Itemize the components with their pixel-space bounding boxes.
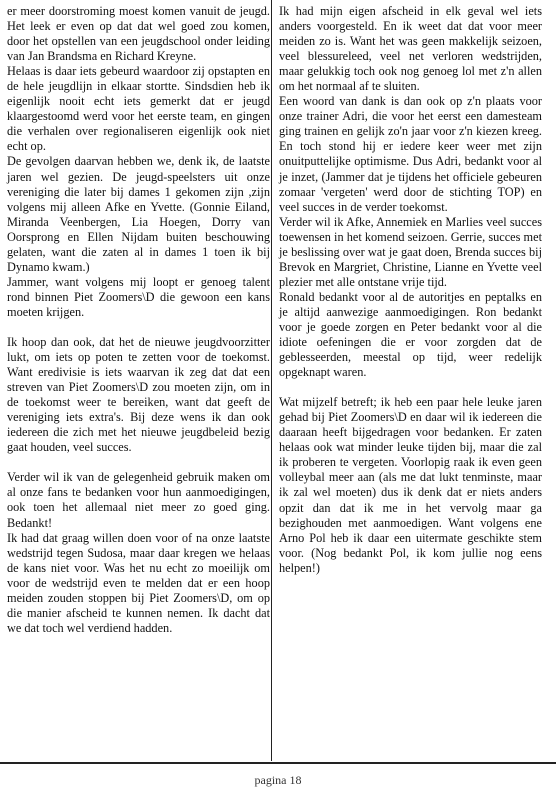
paragraph: Verder wil ik Afke, Annemiek en Marlies veel succes toewensen in het komend seizoen. Gerrie, succes met je beslissing over wat je gaat doen, Brenda succes bij Brevok en Margriet, Christine, Lianne en Yvette veel plezier met alle ontstane vrije tijd. — [279, 214, 542, 289]
paragraph: er meer doorstroming moest komen vanuit de jeugd. Het leek er even op dat dat wel goed zou komen, door het opstellen van een jeugdschool onder leiding van Jan Brandsma en Richard Kreyne. — [7, 4, 270, 64]
paragraph: Ik hoop dan ook, dat het de nieuwe jeugdvoorzitter lukt, om iets op poten te zetten voor de toekomst. Want eredivisie is iets waarvan ik zeg dat dat een streven van Piet Zoomers\D zou moeten zijn, om in de toekomst weer te bereiken, want dat geeft de vereniging iets extra's. Bij deze wens ik dan ook iedereen die zich met het nieuwe jeugdbeleid bezig gaat houden, veel succes. — [7, 334, 270, 455]
paragraph: Ronald bedankt voor al de autoritjes en peptalks en je altijd aanwezige aanmoedigingen. Ron bedankt voor je goede zorgen en Peter bedankt voor al die idiote oefeningen die er voor zorgden dat de geblesseerden, meestal op tijd, weer redelijk opgeknapt waren. — [279, 289, 542, 380]
paragraph: Verder wil ik van de gelegenheid gebruik maken om al onze fans te bedanken voor hun aanmoedigingen, ook toen het allemaal niet meer zo goed ging. Bedankt! — [7, 470, 270, 530]
page-number: pagina 18 — [254, 773, 302, 787]
paragraph: Ik had mijn eigen afscheid in elk geval wel iets anders voorgesteld. En ik weet dat dat voor meer meiden zo is. Want het was geen makkelijk seizoen, veel blessureleed, veel net verloren wedstrijden, maar gelukkig toch ook nog genoeg lol met z'n allen om het normaal af te sluiten. — [279, 4, 542, 94]
paragraph-gap — [7, 320, 270, 335]
left-column — [7, 4, 270, 636]
bottom-rule — [0, 762, 556, 764]
paragraph-gap — [279, 380, 542, 395]
paragraph: De gevolgen daarvan hebben we, denk ik, de laatste jaren wel gezien. De jeugd-speelsters uit onze vereniging die later bij dames 1 gekomen zijn ,zijn volgens mij alleen Afke en Yvette. (Gonnie Eiland, Miranda Veenbergen, Lia Hoegen, Dorry van Oorsprong en Ellen Nijdam buiten beschouwing gelaten, want die zaten al in dames 1 toen ik bij Dynamo kwam.) — [7, 154, 270, 274]
paragraph: Jammer, want volgens mij loopt er genoeg talent rond binnen Piet Zoomers\D die gewoon een kans moeten krijgen. — [7, 274, 270, 319]
right-column — [279, 4, 542, 576]
column-divider — [271, 0, 272, 761]
paragraph-gap — [7, 455, 270, 470]
paragraph: Ik had dat graag willen doen voor of na onze laatste wedstrijd tegen Sudosa, maar daar kregen we helaas de kans niet voor. Was het nu echt zo moeilijk om voor de wedstrijd even te melden dat er een hoop meiden zouden stoppen bij Piet Zoomers\D, om op die manier afscheid te kunnen nemen. Ik dacht dat we dat toch wel verdiend hadden. — [7, 530, 270, 635]
paragraph: Wat mijzelf betreft; ik heb een paar hele leuke jaren gehad bij Piet Zoomers\D en daar wil ik iedereen die daaraan heeft bijgedragen voor bedanken. Er zaten helaas ook wat minder leuke tijden bij, maar die zal ik proberen te vergeten. Voorlopig raak ik even geen volleybal meer aan (als me dat lukt tenminste, maar ik zal wel moeten) dus ik denk dat er niets anders opzit dan dat ik me in het vervolg maar ga bezighouden met aanmoedigen. Want volgens ene Arno Pol heb ik daar een uitermate geschikte stem voor. (Nog bedankt Pol, ik kom jullie nog eens helpen!) — [279, 395, 542, 575]
paragraph: Een woord van dank is dan ook op z'n plaats voor onze trainer Adri, die voor het eerst een damesteam ging trainen en gelijk zo'n jaar voor z'n kiezen kreeg. En toch stond hij er iedere keer weer met zijn onuitputtelijke optimisme. Dus Adri, bedankt voor al je inzet, (Jammer dat je tijdens het officiele gebeuren zomaar 'vergeten' werd door de stichting TOP) en veel succes in de verder toekomst. — [279, 94, 542, 214]
paragraph: Helaas is daar iets gebeurd waardoor zij opstapten en de hele jeugdlijn in elkaar stortte. Sindsdien heb ik eigenlijk nooit echt iets gemerkt dat er jeugd klaargestoomd werd voor het eerste team, en gingen die verhalen over regionaliseren eigenlijk ook niet echt op. — [7, 64, 270, 154]
